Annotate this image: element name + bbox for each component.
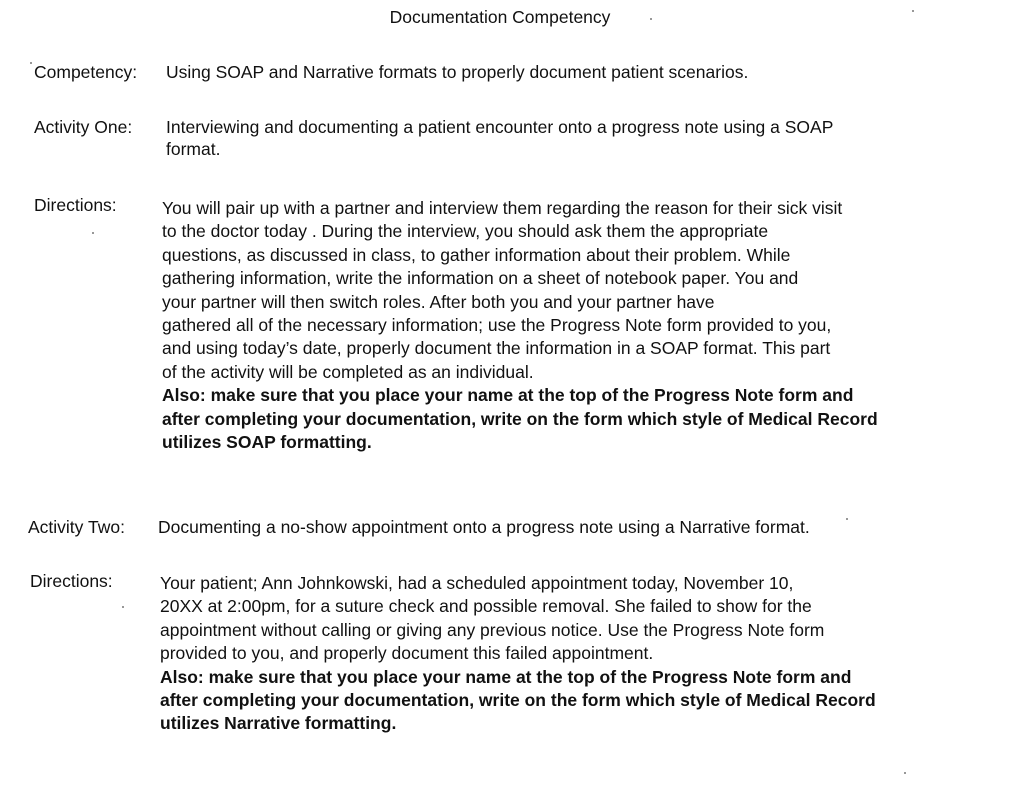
scan-speck (904, 772, 906, 774)
activity-one-line: Interviewing and documenting a patient encounter onto a progress note using a SOAP (166, 117, 834, 137)
scan-speck (92, 232, 94, 234)
directions-two-line: 20XX at 2:00pm, for a suture check and possible removal. She failed to show for the (160, 596, 812, 617)
activity-one-label: Activity One: (34, 117, 133, 137)
directions-two-bold-line: Also: make sure that you place your name at the top of the Progress Note form and (160, 666, 852, 687)
directions-one-line: and using today’s date, properly document the information in a SOAP format. This part (162, 338, 831, 359)
competency-text: Using SOAP and Narrative formats to properly document patient scenarios. (166, 62, 749, 82)
directions-one-bold-line: Also: make sure that you place your name at the top of the Progress Note form and (162, 385, 854, 406)
activity-two-label: Activity Two: (28, 517, 125, 537)
directions-one-line: gathering information, write the information on a sheet of notebook paper. You and (162, 268, 799, 289)
directions-one-line: You will pair up with a partner and interview them regarding the reason for their sick visit (162, 198, 843, 218)
competency-label: Competency: (34, 62, 138, 82)
directions-one-line: of the activity will be completed as an individual. (162, 361, 534, 382)
directions-one-label: Directions: (34, 195, 117, 215)
scan-speck (30, 62, 32, 64)
directions-two-bold-line: after completing your documentation, write on the form which style of Medical Record (160, 690, 876, 711)
directions-two-bold-line: utilizes Narrative formatting. (160, 713, 397, 734)
scan-speck (912, 10, 914, 12)
activity-two-text: Documenting a no-show appointment onto a progress note using a Narrative format. (158, 517, 810, 537)
directions-one-line: questions, as discussed in class, to gather information about their problem. While (162, 244, 791, 265)
directions-one-text (162, 197, 1012, 454)
scan-speck (846, 518, 848, 520)
directions-one-line: to the doctor today . During the interview, you should ask them the appropriate (162, 221, 769, 242)
directions-two-line: provided to you, and properly document this failed appointment. (160, 643, 654, 664)
directions-one-line: gathered all of the necessary information; use the Progress Note form provided to you, (162, 315, 832, 336)
directions-two-line: Your patient; Ann Johnkowski, had a scheduled appointment today, November 10, (160, 573, 794, 593)
directions-one-bold-line: utilizes SOAP formatting. (162, 432, 372, 453)
activity-one-text (166, 116, 1006, 160)
scan-speck (122, 606, 124, 608)
scan-speck (650, 18, 652, 20)
directions-two-text (160, 572, 1010, 736)
directions-two-line: appointment without calling or giving any previous notice. Use the Progress Note form (160, 619, 825, 640)
directions-one-bold-line: after completing your documentation, write on the form which style of Medical Record (162, 408, 878, 429)
activity-one-line: format. (166, 139, 221, 159)
directions-one-line: your partner will then switch roles. After both you and your partner have (162, 291, 715, 312)
document-title: Documentation Competency (389, 7, 611, 27)
directions-two-label: Directions: (30, 571, 113, 591)
